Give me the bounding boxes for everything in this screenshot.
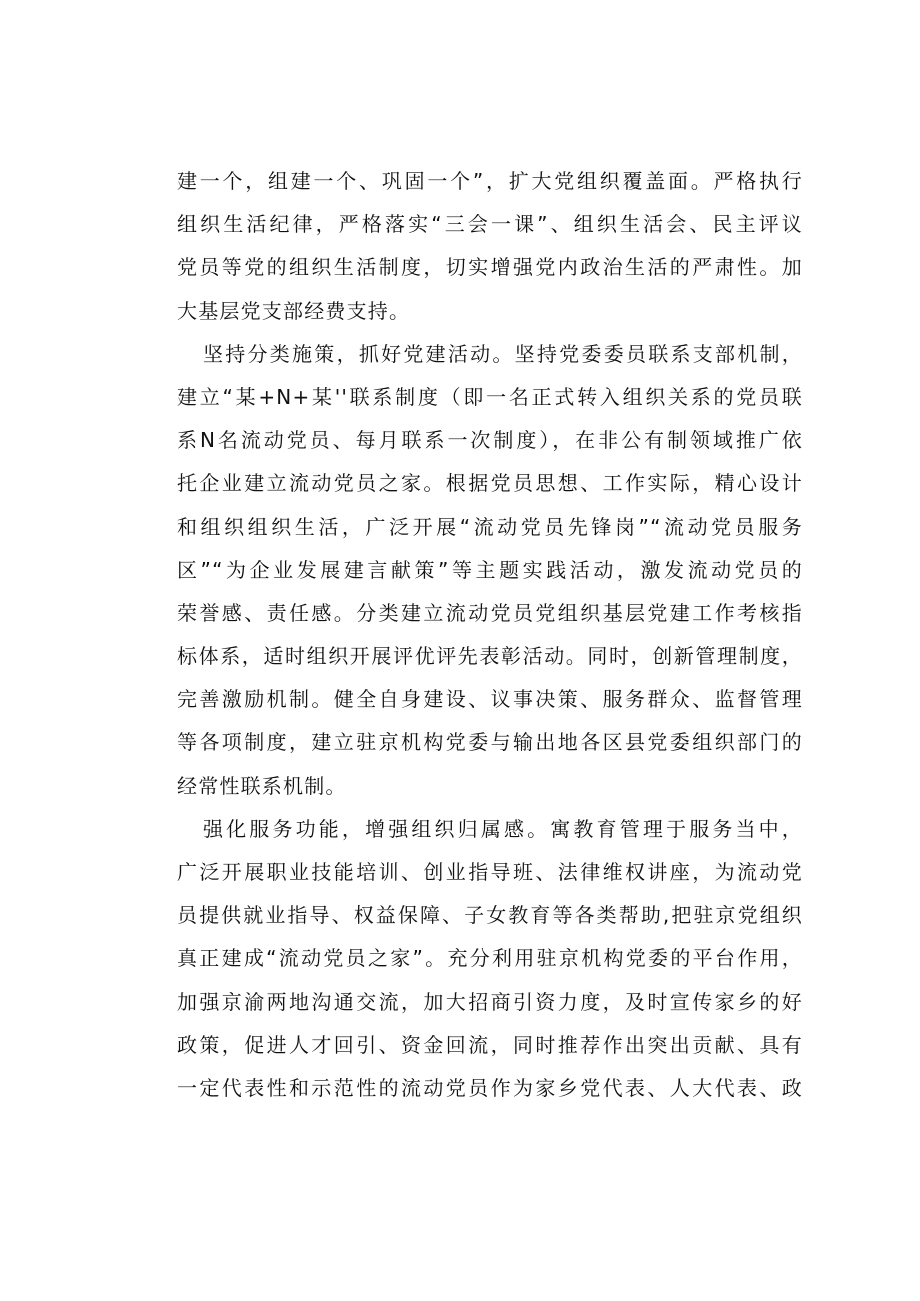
- text-line: 和组织组织生活，广泛开展“流动党员先锋岗”“流动党员服务: [177, 514, 803, 539]
- text-line: 经常性联系机制。: [177, 773, 347, 798]
- text-line: 标体系，适时组织开展评优评先表彰活动。同时，创新管理制度，: [177, 644, 803, 669]
- text-line: 托企业建立流动党员之家。根据党员思想、工作实际，精心设计: [177, 471, 803, 496]
- text-line: 等各项制度，建立驻京机构党委与输出地各区县党委组织部门的: [177, 730, 803, 755]
- text-line: 党员等党的组织生活制度，切实增强党内政治生活的严肃性。加: [177, 255, 803, 280]
- text-line: 政策，促进人才回引、资金回流，同时推荐作出突出贡献、具有: [177, 1032, 803, 1057]
- text-line: 一定代表性和示范性的流动党员作为家乡党代表、人大代表、政: [177, 1075, 803, 1100]
- text-line: 区”“为企业发展建言献策”等主题实践活动，激发流动党员的: [177, 557, 803, 582]
- text-line: 员提供就业指导、权益保障、子女教育等各类帮助,把驻京党组织: [177, 903, 803, 928]
- text-line: 组织生活纪律，严格落实“三会一课”、组织生活会、民主评议: [177, 212, 803, 237]
- text-line: 建立“某+N+某''联系制度（即一名正式转入组织关系的党员联: [177, 384, 803, 409]
- text-line: 坚持分类施策，抓好党建活动。坚持党委委员联系支部机制，: [203, 341, 803, 366]
- text-line: 强化服务功能，增强组织归属感。寓教育管理于服务当中，: [203, 816, 803, 841]
- text-line: 真正建成“流动党员之家”。充分利用驻京机构党委的平台作用，: [177, 946, 803, 971]
- text-line: 系N名流动党员、每月联系一次制度），在非公有制领域推广依: [177, 428, 803, 453]
- paragraph-2: [177, 333, 803, 808]
- paragraph-1: [177, 160, 803, 333]
- text-line: 建一个，组建一个、巩固一个”，扩大党组织覆盖面。严格执行: [177, 169, 803, 193]
- paragraph-3: [177, 808, 803, 1110]
- text-line: 完善激励机制。健全自身建设、议事决策、服务群众、监督管理: [177, 687, 803, 712]
- text-line: 广泛开展职业技能培训、创业指导班、法律维权讲座，为流动党: [177, 860, 803, 884]
- text-line: 荣誉感、责任感。分类建立流动党员党组织基层党建工作考核指: [177, 600, 803, 625]
- text-line: 加强京渝两地沟通交流，加大招商引资力度，及时宣传家乡的好: [177, 989, 803, 1014]
- text-line: 大基层党支部经费支持。: [177, 298, 411, 323]
- body-text: [177, 160, 803, 1110]
